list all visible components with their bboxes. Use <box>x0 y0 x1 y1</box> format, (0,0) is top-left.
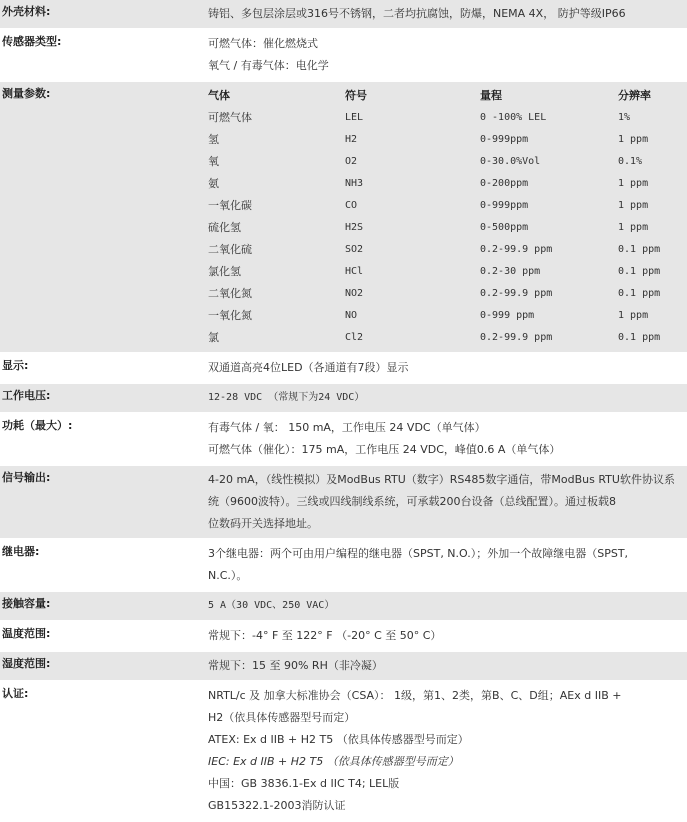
row-value-line: IEC: Ex d IIB + H2 T5 （依具体传感器型号而定） <box>208 755 459 768</box>
row-value-line: 常规下：15 至 90% RH（非冷凝） <box>208 659 383 672</box>
gas-range: 0-999 ppm <box>480 305 618 327</box>
gas-name: 二氧化硫 <box>208 239 345 261</box>
row-value-line: 有毒气体 / 氧： 150 mA，工作电压 24 VDC（单气体） <box>208 421 486 434</box>
gas-range: 0-30.0%Vol <box>480 151 618 173</box>
row-value-line: 氧气 / 有毒气体：电化学 <box>208 59 329 72</box>
gas-name: 氯 <box>208 327 345 349</box>
gas-row <box>208 327 678 349</box>
row-value <box>200 592 687 620</box>
row-value-line: 常规下：-4° F 至 122° F （-20° C 至 50° C） <box>208 629 442 642</box>
row-value-line: 3个继电器：两个可由用户编程的继电器（SPST, N.O.）；外加一个故障继电器（SPST, <box>208 547 629 560</box>
row-label: 认证: <box>0 682 200 820</box>
gas-row <box>208 283 678 305</box>
gas-range: 0-500ppm <box>480 217 618 239</box>
gas-resolution: 0.1% <box>618 151 678 173</box>
gas-resolution: 1 ppm <box>618 195 678 217</box>
gas-resolution: 0.1 ppm <box>618 327 678 349</box>
gas-row <box>208 107 678 129</box>
gas-range: 0.2-99.9 ppm <box>480 239 618 261</box>
gas-resolution: 0.1 ppm <box>618 261 678 283</box>
row-operating-voltage <box>0 384 687 412</box>
gas-range: 0-999ppm <box>480 195 618 217</box>
gas-resolution: 0.1 ppm <box>618 283 678 305</box>
row-label: 信号输出: <box>0 466 200 538</box>
gas-symbol: HCl <box>345 261 480 283</box>
row-value <box>200 354 687 382</box>
gas-range: 0-999ppm <box>480 129 618 151</box>
gas-resolution: 0.1 ppm <box>618 239 678 261</box>
gas-resolution: 1 ppm <box>618 173 678 195</box>
gas-name: 一氧化碳 <box>208 195 345 217</box>
row-value <box>200 414 687 464</box>
row-value <box>200 466 687 538</box>
gas-range: 0.2-99.9 ppm <box>480 283 618 305</box>
row-display <box>0 354 687 382</box>
gas-parameter-table <box>208 85 678 349</box>
gas-resolution: 1 ppm <box>618 217 678 239</box>
row-housing-material <box>0 0 687 28</box>
gas-range: 0.2-30 ppm <box>480 261 618 283</box>
row-value-line: 可燃气体（催化）：175 mA，工作电压 24 VDC，峰值0.6 A（单气体） <box>208 443 561 456</box>
gas-symbol: H2S <box>345 217 480 239</box>
row-certifications <box>0 682 687 820</box>
row-label: 接触容量: <box>0 592 200 620</box>
row-label: 工作电压: <box>0 384 200 412</box>
row-value <box>200 652 687 680</box>
gas-name: 氨 <box>208 173 345 195</box>
gas-resolution: 1 ppm <box>618 305 678 327</box>
gas-symbol: NH3 <box>345 173 480 195</box>
gas-row <box>208 261 678 283</box>
row-value-line: ATEX: Ex d IIB + H2 T5 （依具体传感器型号而定） <box>208 733 469 746</box>
gas-symbol: NO <box>345 305 480 327</box>
row-value-line: NRTL/c 及 加拿大标准协会（CSA）： 1级，第1、2类，第B、C、D组；AEx d IIB + <box>208 689 622 702</box>
row-value-line: N.C.）。 <box>208 569 248 582</box>
gas-symbol: NO2 <box>345 283 480 305</box>
gas-symbol: O2 <box>345 151 480 173</box>
gas-symbol: SO2 <box>345 239 480 261</box>
gas-name: 二氧化氮 <box>208 283 345 305</box>
row-contact-rating <box>0 592 687 620</box>
row-sensor-type <box>0 30 687 80</box>
row-power-consumption <box>0 414 687 464</box>
gas-name: 氯化氢 <box>208 261 345 283</box>
row-value-line: 可燃气体：催化燃烧式 <box>208 37 318 50</box>
row-label: 继电器: <box>0 540 200 590</box>
row-value-line: GB15322.1-2003消防认证 <box>208 799 346 812</box>
gas-row <box>208 151 678 173</box>
header-gas: 气体 <box>208 89 230 102</box>
row-label: 外壳材料: <box>0 0 200 28</box>
row-label: 湿度范围: <box>0 652 200 680</box>
gas-row <box>208 129 678 151</box>
gas-table-header <box>208 85 678 107</box>
gas-name: 氢 <box>208 129 345 151</box>
gas-symbol: H2 <box>345 129 480 151</box>
gas-name: 氧 <box>208 151 345 173</box>
gas-name: 可燃气体 <box>208 107 345 129</box>
gas-row <box>208 305 678 327</box>
row-value-line: 4-20 mA，（线性模拟）及ModBus RTU（数字）RS485数字通信，带ModBus RTU软件协议系 <box>208 473 675 486</box>
gas-range: 0.2-99.9 ppm <box>480 327 618 349</box>
gas-symbol: Cl2 <box>345 327 480 349</box>
gas-range: 0-200ppm <box>480 173 618 195</box>
row-value <box>200 622 687 650</box>
row-value-line: H2（依具体传感器型号而定） <box>208 711 356 724</box>
row-value-line: 中国：GB 3836.1-Ex d IIC T4; LEL版 <box>208 777 400 790</box>
gas-resolution: 1% <box>618 107 678 129</box>
gas-symbol: CO <box>345 195 480 217</box>
row-value-line: 双通道高亮4位LED（各通道有7段）显示 <box>208 361 409 374</box>
row-label: 传感器类型: <box>0 30 200 80</box>
gas-row <box>208 195 678 217</box>
row-value-line: 位数码开关选择地址。 <box>208 517 318 530</box>
gas-table-body <box>208 107 678 349</box>
row-value-line: 5 A（30 VDC、250 VAC） <box>208 600 335 611</box>
gas-resolution: 1 ppm <box>618 129 678 151</box>
row-value <box>200 682 687 820</box>
gas-range: 0 -100% LEL <box>480 107 618 129</box>
row-label: 测量参数: <box>0 82 200 352</box>
gas-row <box>208 239 678 261</box>
row-value-line: 12-28 VDC （常规下为24 VDC） <box>208 392 365 403</box>
row-humidity-range <box>0 652 687 680</box>
row-value-line: 铸铝、多包层涂层或316号不锈钢，二者均抗腐蚀，防爆，NEMA 4X， 防护等级IP66 <box>208 7 626 20</box>
row-relays <box>0 540 687 590</box>
row-value <box>200 30 687 80</box>
row-value-line: 统（9600波特）。三线或四线制线系统，可承载200台设备（总线配置）。通过板载8 <box>208 495 616 508</box>
row-signal-output <box>0 466 687 538</box>
row-label: 显示: <box>0 354 200 382</box>
row-value <box>200 82 687 352</box>
header-range: 量程 <box>480 89 502 102</box>
gas-name: 一氧化氮 <box>208 305 345 327</box>
row-label: 温度范围: <box>0 622 200 650</box>
row-value <box>200 384 687 412</box>
row-value <box>200 540 687 590</box>
row-value <box>200 0 687 28</box>
gas-name: 硫化氢 <box>208 217 345 239</box>
header-symbol: 符号 <box>345 89 367 102</box>
row-label: 功耗（最大）: <box>0 414 200 464</box>
gas-symbol: LEL <box>345 107 480 129</box>
row-temperature-range <box>0 622 687 650</box>
header-resolution: 分辨率 <box>618 89 651 102</box>
gas-row <box>208 217 678 239</box>
gas-row <box>208 173 678 195</box>
row-measurement-parameters <box>0 82 687 352</box>
